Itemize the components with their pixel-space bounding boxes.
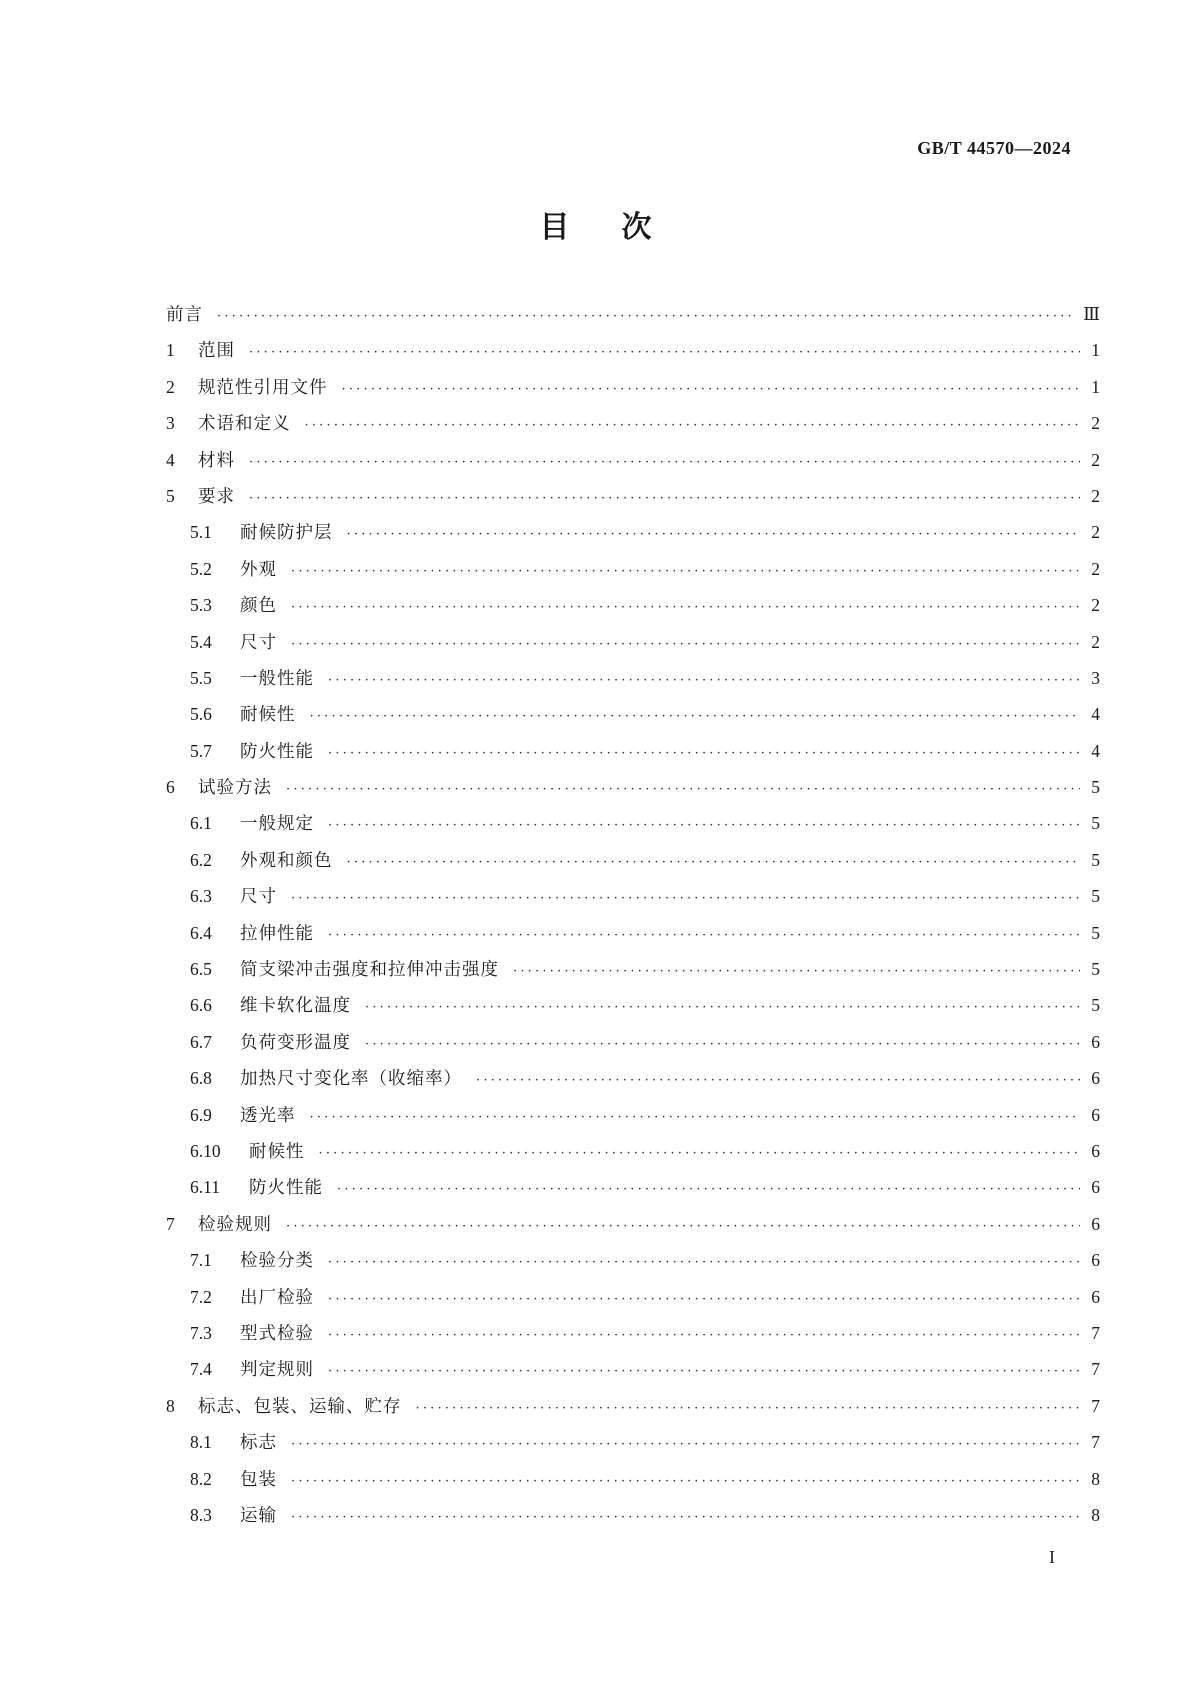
toc-entry-page: 6 [1091,1104,1100,1125]
toc-entry-label: 耐候防护层 [240,523,333,544]
toc-entry-label: 一般性能 [240,668,314,689]
toc-entry-label: 简支梁冲击强度和拉伸冲击强度 [240,960,499,981]
toc-entry-number: 5.3 [190,595,212,616]
toc-entry[interactable] [166,1138,1100,1174]
toc-entry[interactable] [166,1320,1100,1356]
toc-leader-dots [291,1510,1080,1525]
toc-entry-page: 4 [1091,740,1100,761]
toc-entry-number: 6.7 [190,1031,212,1052]
toc-entry-label: 耐候性 [249,1141,305,1162]
toc-entry-number: 5.6 [190,704,212,725]
toc-entry-number: 6.8 [190,1068,212,1089]
toc-leader-dots [286,1219,1080,1234]
toc-entry-label: 范围 [198,341,235,362]
toc-entry-page: 2 [1091,449,1100,470]
toc-entry-label: 加热尺寸变化率（收缩率） [240,1069,462,1090]
toc-entry-number: 7.3 [190,1322,212,1343]
toc-entry[interactable] [166,920,1100,956]
toc-entry[interactable] [166,847,1100,883]
toc-leader-dots [328,928,1080,943]
toc-leader-dots [319,1146,1081,1161]
toc-entry[interactable] [166,1393,1100,1429]
toc-entry-number: 7 [166,1213,175,1234]
toc-leader-dots [328,1292,1080,1307]
page-number: I [1049,1547,1055,1567]
toc-leader-dots [310,709,1081,724]
toc-entry-number: 7.4 [190,1359,212,1380]
toc-leader-dots [328,1255,1080,1270]
toc-entry-page: 2 [1091,522,1100,543]
toc-entry-page: 6 [1091,1031,1100,1052]
toc-entry-page: 8 [1091,1468,1100,1489]
toc-entry-page: 6 [1091,1286,1100,1307]
toc-entry-number: 6.9 [190,1104,212,1125]
toc-entry-page: 5 [1091,777,1100,798]
toc-leader-dots [291,1474,1080,1489]
toc-entry-number: 6.6 [190,995,212,1016]
toc-entry-label: 检验规则 [198,1214,272,1235]
toc-entry-label: 包装 [240,1469,277,1490]
toc-leader-dots [328,673,1080,688]
toc-entry-page: 2 [1091,558,1100,579]
toc-entry-label: 标志 [240,1433,277,1454]
toc-entry-number: 8.3 [190,1504,212,1525]
toc-entry-label: 外观和颜色 [240,850,333,871]
toc-leader-dots [291,600,1080,615]
toc-entry-number: 5.2 [190,558,212,579]
toc-entry-number: 3 [166,413,175,434]
toc-entry-number: 2 [166,376,175,397]
toc-entry-label: 前言 [166,305,203,325]
toc-entry-label: 术语和定义 [198,414,291,435]
toc-entry-page: 7 [1091,1322,1100,1343]
toc-entry-number: 6.3 [190,886,212,907]
toc-entry[interactable] [166,447,1100,483]
toc-entry-page: 5 [1091,886,1100,907]
toc-entry[interactable] [166,701,1100,737]
toc-entry-page: 4 [1091,704,1100,725]
toc-entry[interactable] [166,1502,1100,1538]
toc-leader-dots [328,818,1080,833]
toc-leader-dots [365,1037,1080,1052]
toc-entry-label: 判定规则 [240,1360,314,1381]
toc-entry-number: 5.7 [190,740,212,761]
toc-entry-label: 要求 [198,486,235,507]
toc-entry-label: 试验方法 [198,778,272,799]
toc-leader-dots [305,418,1081,433]
toc-entry-label: 外观 [240,559,277,580]
toc-entry-number: 7.2 [190,1286,212,1307]
toc-entry[interactable] [166,1356,1100,1392]
toc-leader-dots [249,491,1080,506]
toc-leader-dots [416,1401,1081,1416]
toc-entry-page: 6 [1091,1068,1100,1089]
toc-entry-page: 5 [1091,922,1100,943]
toc-leader-dots [337,1182,1080,1197]
toc-entry-label: 耐候性 [240,705,296,726]
toc-leader-dots [365,1000,1080,1015]
toc-entry-page: 7 [1091,1432,1100,1453]
toc-entry-page: 6 [1091,1177,1100,1198]
toc-entry-number: 5.5 [190,667,212,688]
toc-entry[interactable] [166,410,1100,446]
toc-leader-dots [328,1328,1080,1343]
toc-leader-dots [347,527,1081,542]
toc-entry-label: 出厂检验 [240,1287,314,1308]
toc-entry[interactable] [166,1429,1100,1465]
toc-entry[interactable] [166,665,1100,701]
toc-entry-label: 防火性能 [240,741,314,762]
toc-leader-dots [217,309,1075,324]
toc-entry[interactable] [166,301,1100,337]
toc-leader-dots [286,782,1080,797]
toc-entry[interactable] [166,774,1100,810]
toc-entry[interactable] [166,1065,1100,1101]
standard-code: GB/T 44570—2024 [917,138,1071,158]
toc-entry-number: 5.4 [190,631,212,652]
toc-entry-label: 拉伸性能 [240,923,314,944]
toc-leader-dots [310,1110,1081,1125]
toc-entry[interactable] [166,483,1100,519]
toc-title: 目次 [539,210,704,245]
toc-entry-page: 2 [1091,485,1100,506]
toc-entry-number: 6 [166,777,175,798]
toc-entry-number: 1 [166,340,175,361]
toc-entry[interactable] [166,337,1100,373]
toc-entry-number: 6.2 [190,849,212,870]
toc-entry-page: 6 [1091,1140,1100,1161]
toc-leader-dots [291,564,1080,579]
toc-entry-number: 6.5 [190,959,212,980]
toc-entry-page: 5 [1091,849,1100,870]
toc-entry[interactable] [166,738,1100,774]
toc-entry-number: 8.2 [190,1468,212,1489]
toc-leader-dots [328,746,1080,761]
toc-entry[interactable] [166,1247,1100,1283]
toc-entry-number: 6.10 [190,1140,221,1161]
toc-entry-page: 7 [1091,1359,1100,1380]
toc-entry[interactable] [166,592,1100,628]
toc-leader-dots [328,1364,1080,1379]
toc-entry-label: 运输 [240,1505,277,1526]
toc-entry[interactable] [166,992,1100,1028]
toc-entry[interactable] [166,629,1100,665]
toc-entry[interactable] [166,1211,1100,1247]
toc-entry-page: 5 [1091,995,1100,1016]
toc-entry-page: 7 [1091,1395,1100,1416]
toc-entry-page: 8 [1091,1504,1100,1525]
toc-entry-page: 1 [1091,376,1100,397]
toc-entry-number: 6.11 [190,1177,220,1198]
toc-entry-label: 材料 [198,450,235,471]
toc-entry-number: 7.1 [190,1250,212,1271]
toc-entry-page: 6 [1091,1213,1100,1234]
toc-entry-label: 颜色 [240,596,277,617]
toc-entry-label: 型式检验 [240,1323,314,1344]
toc-entry-label: 尺寸 [240,887,277,908]
toc-entry[interactable] [166,956,1100,992]
toc-entry[interactable] [166,374,1100,410]
toc-entry[interactable] [166,1284,1100,1320]
toc-entry-label: 尺寸 [240,632,277,653]
toc-entry-label: 规范性引用文件 [198,377,328,398]
toc-entry-number: 5.1 [190,522,212,543]
toc-entry[interactable] [166,1029,1100,1065]
toc-entry[interactable] [166,519,1100,555]
toc-entry-label: 检验分类 [240,1251,314,1272]
toc-leader-dots [249,345,1080,360]
toc-entry-label: 防火性能 [249,1178,323,1199]
toc-leader-dots [513,964,1080,979]
toc-entry-page: 5 [1091,813,1100,834]
toc-entry-page: 5 [1091,959,1100,980]
toc-entry-page: 2 [1091,631,1100,652]
toc-entry[interactable] [166,883,1100,919]
toc-entry-page: 2 [1091,413,1100,434]
toc-leader-dots [476,1073,1080,1088]
toc-entry-page: 3 [1091,667,1100,688]
toc-leader-dots [291,637,1080,652]
toc-entry-label: 负荷变形温度 [240,1032,351,1053]
toc-leader-dots [291,891,1080,906]
toc-entry-number: 4 [166,449,175,470]
toc-entry-label: 维卡软化温度 [240,996,351,1017]
toc-leader-dots [347,855,1081,870]
toc-entry-page: Ⅲ [1083,304,1100,324]
toc-entry[interactable] [166,810,1100,846]
toc-entry[interactable] [166,1102,1100,1138]
toc-entry-number: 6.1 [190,813,212,834]
toc-entry-page: 6 [1091,1250,1100,1271]
toc-entry-page: 1 [1091,340,1100,361]
toc-entry[interactable] [166,556,1100,592]
toc-entry-page: 2 [1091,595,1100,616]
toc-entry-label: 透光率 [240,1105,296,1126]
toc-leader-dots [249,455,1080,470]
toc-entry-label: 标志、包装、运输、贮存 [198,1396,402,1417]
toc-entry[interactable] [166,1466,1100,1502]
toc-leader-dots [342,382,1081,397]
toc-entry-number: 5 [166,485,175,506]
toc-entry-number: 8.1 [190,1432,212,1453]
toc-entry-label: 一般规定 [240,814,314,835]
toc-entry[interactable] [166,1174,1100,1210]
toc-leader-dots [291,1437,1080,1452]
toc-entry-number: 6.4 [190,922,212,943]
toc-entry-number: 8 [166,1395,175,1416]
table-of-contents [166,301,1100,1538]
